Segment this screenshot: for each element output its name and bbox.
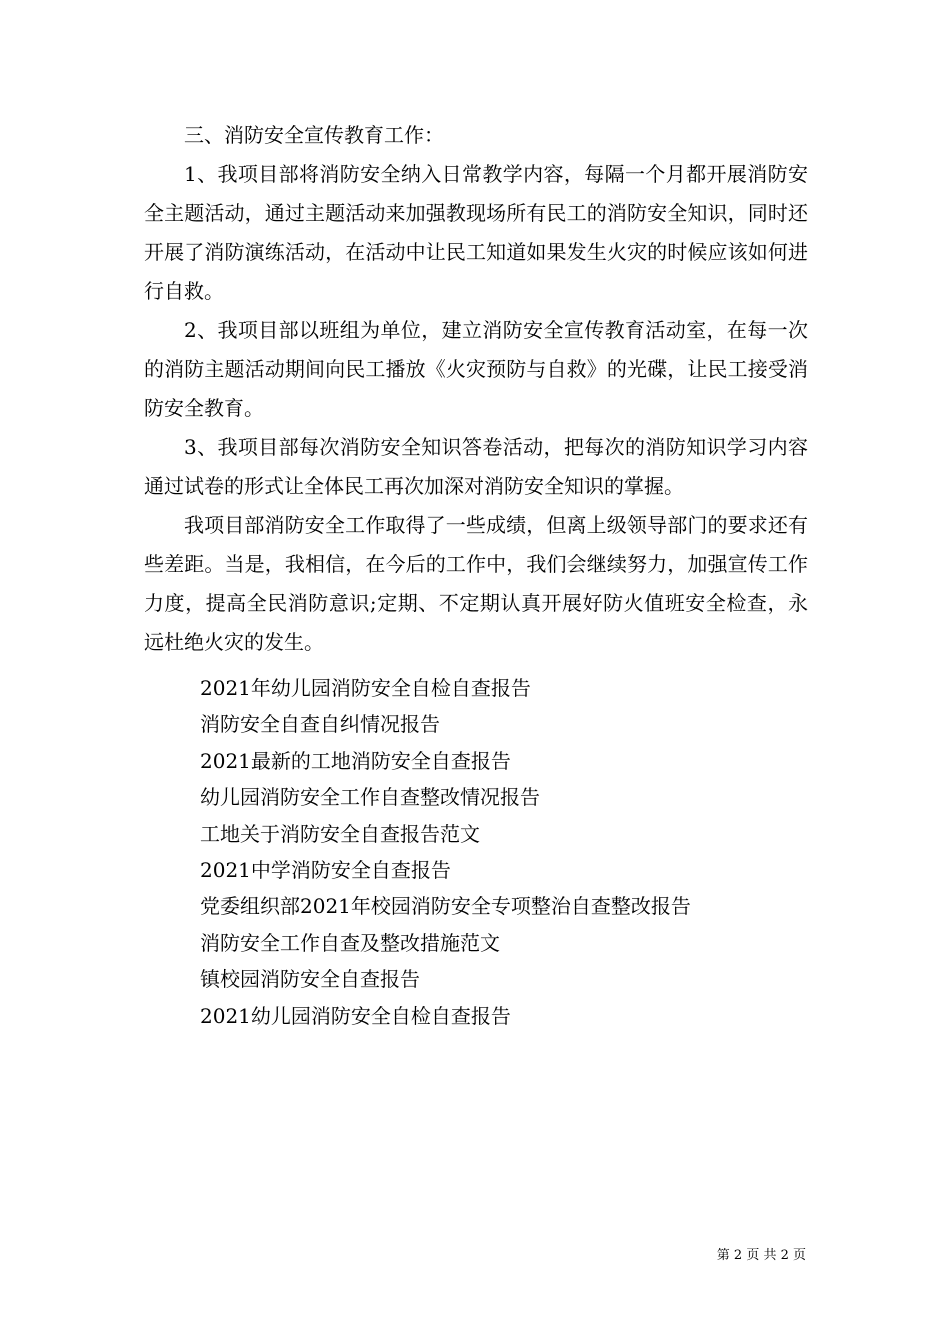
document-body: [144, 116, 808, 662]
paragraph-1: 1、我项目部将消防安全纳入日常教学内容，每隔一个月都开展消防安全主题活动，通过主题活动来加强教现场所有民工的消防安全知识，同时还开展了消防演练活动，在活动中让民工知道如果发生火灾的时候应该如何进行自救。: [144, 162, 808, 303]
related-link[interactable]: 工地关于消防安全自查报告范文: [200, 821, 480, 846]
paragraph-3: 3、我项目部每次消防安全知识答卷活动，把每次的消防知识学习内容通过试卷的形式让全体民工再次加深对消防安全知识的掌握。: [144, 435, 808, 498]
related-link[interactable]: 2021幼儿园消防安全自检自查报告: [200, 1003, 511, 1028]
related-link[interactable]: 2021年幼儿园消防安全自检自查报告: [200, 676, 531, 700]
related-link[interactable]: 2021中学消防安全自查报告: [200, 858, 451, 883]
related-link[interactable]: 消防安全自查自纠情况报告: [200, 712, 440, 737]
paragraph-2: 2、我项目部以班组为单位，建立消防安全宣传教育活动室，在每一次的消防主题活动期间向民工播放《火灾预防与自救》的光碟，让民工接受消防安全教育。: [144, 318, 808, 420]
paragraph-conclusion: 我项目部消防安全工作取得了一些成绩，但离上级领导部门的要求还有些差距。当是，我相信，在今后的工作中，我们会继续努力，加强宣传工作力度，提高全民消防意识;定期、不定期认真开展好防火值班安全检查，永远杜绝火灾的发生。: [144, 513, 808, 654]
section-heading: 三、消防安全宣传教育工作：: [184, 123, 444, 147]
page-number-footer: 第 2 页 共 2 页: [716, 1248, 806, 1263]
related-links-list: [200, 670, 820, 1034]
related-link[interactable]: 镇校园消防安全自查报告: [200, 967, 420, 992]
related-link[interactable]: 幼儿园消防安全工作自查整改情况报告: [200, 785, 540, 810]
related-link[interactable]: 2021最新的工地消防安全自查报告: [200, 748, 511, 773]
related-link[interactable]: 消防安全工作自查及整改措施范文: [200, 930, 500, 955]
related-link[interactable]: 党委组织部2021年校园消防安全专项整治自查整改报告: [200, 894, 691, 919]
